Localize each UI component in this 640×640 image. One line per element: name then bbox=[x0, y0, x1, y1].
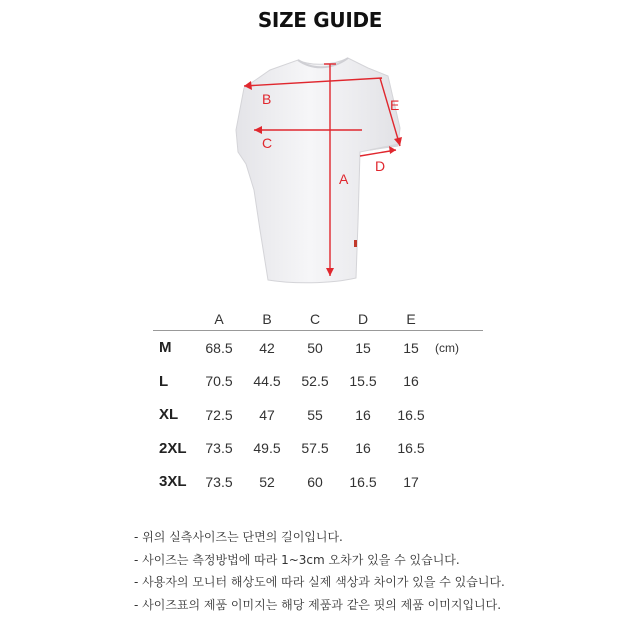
label-e: E bbox=[390, 97, 400, 113]
table-cell: 60 bbox=[307, 473, 323, 490]
tshirt-icon bbox=[220, 50, 420, 290]
empty-cell bbox=[435, 365, 483, 399]
size-name: 3XL bbox=[159, 473, 187, 491]
table-cell: 50 bbox=[307, 339, 323, 356]
unit-label: (cm) bbox=[435, 340, 459, 355]
column-header: A bbox=[195, 308, 243, 331]
table-cell: 15 bbox=[403, 339, 419, 356]
header-spacer bbox=[153, 308, 195, 331]
column-header: E bbox=[387, 308, 435, 331]
table-cell: 17 bbox=[403, 473, 419, 490]
table-cell: 16 bbox=[403, 373, 419, 390]
size-name: M bbox=[159, 339, 172, 357]
table-cell: 52.5 bbox=[301, 373, 329, 390]
empty-cell bbox=[435, 465, 483, 499]
table-cell: 42 bbox=[259, 339, 275, 356]
size-notes bbox=[134, 526, 554, 616]
label-b: B bbox=[262, 91, 272, 107]
note-line: - 위의 실측사이즈는 단면의 길이입니다. bbox=[134, 530, 343, 544]
table-row bbox=[153, 432, 483, 466]
table-cell: 16 bbox=[355, 406, 371, 423]
size-name: 2XL bbox=[159, 439, 187, 457]
table-row bbox=[153, 398, 483, 432]
table-row bbox=[153, 331, 483, 365]
header-spacer bbox=[435, 308, 483, 331]
note-line: - 사이즈는 측정방법에 따라 1~3cm 오차가 있을 수 있습니다. bbox=[134, 552, 460, 567]
table-cell: 73.5 bbox=[205, 440, 233, 457]
table-cell: 57.5 bbox=[301, 440, 329, 457]
table-cell: 55 bbox=[307, 406, 323, 423]
empty-cell bbox=[435, 432, 483, 466]
table-cell: 15 bbox=[355, 339, 371, 356]
column-header: D bbox=[339, 308, 387, 331]
table-cell: 16.5 bbox=[397, 440, 425, 457]
size-name: XL bbox=[159, 406, 179, 424]
column-header: B bbox=[243, 308, 291, 331]
note-line: - 사용자의 모니터 해상도에 따라 실제 색상과 차이가 있을 수 있습니다. bbox=[134, 575, 505, 589]
size-name: L bbox=[159, 372, 169, 390]
table-cell: 52 bbox=[259, 473, 275, 490]
table-cell: 15.5 bbox=[349, 373, 377, 390]
table-row bbox=[153, 365, 483, 399]
table-cell: 68.5 bbox=[205, 339, 233, 356]
label-d: D bbox=[375, 158, 386, 174]
table-header-row bbox=[153, 308, 483, 331]
table-cell: 16.5 bbox=[397, 406, 425, 423]
table-cell: 47 bbox=[259, 406, 275, 423]
tshirt-diagram bbox=[220, 50, 420, 290]
note-line: - 사이즈표의 제품 이미지는 해당 제품과 같은 핏의 제품 이미지입니다. bbox=[134, 597, 502, 612]
table-cell: 49.5 bbox=[253, 440, 281, 457]
table-cell: 16.5 bbox=[349, 473, 377, 490]
table-row bbox=[153, 465, 483, 499]
column-header: C bbox=[291, 308, 339, 331]
table-cell: 73.5 bbox=[205, 473, 233, 490]
table-cell: 70.5 bbox=[205, 373, 233, 390]
table-cell: 72.5 bbox=[205, 406, 233, 423]
label-c: C bbox=[262, 135, 273, 151]
table-cell: 16 bbox=[355, 440, 371, 457]
table-cell: 44.5 bbox=[253, 373, 281, 390]
size-table bbox=[153, 308, 483, 499]
empty-cell bbox=[435, 398, 483, 432]
page-title: SIZE GUIDE bbox=[257, 8, 383, 32]
label-a: A bbox=[339, 171, 349, 187]
